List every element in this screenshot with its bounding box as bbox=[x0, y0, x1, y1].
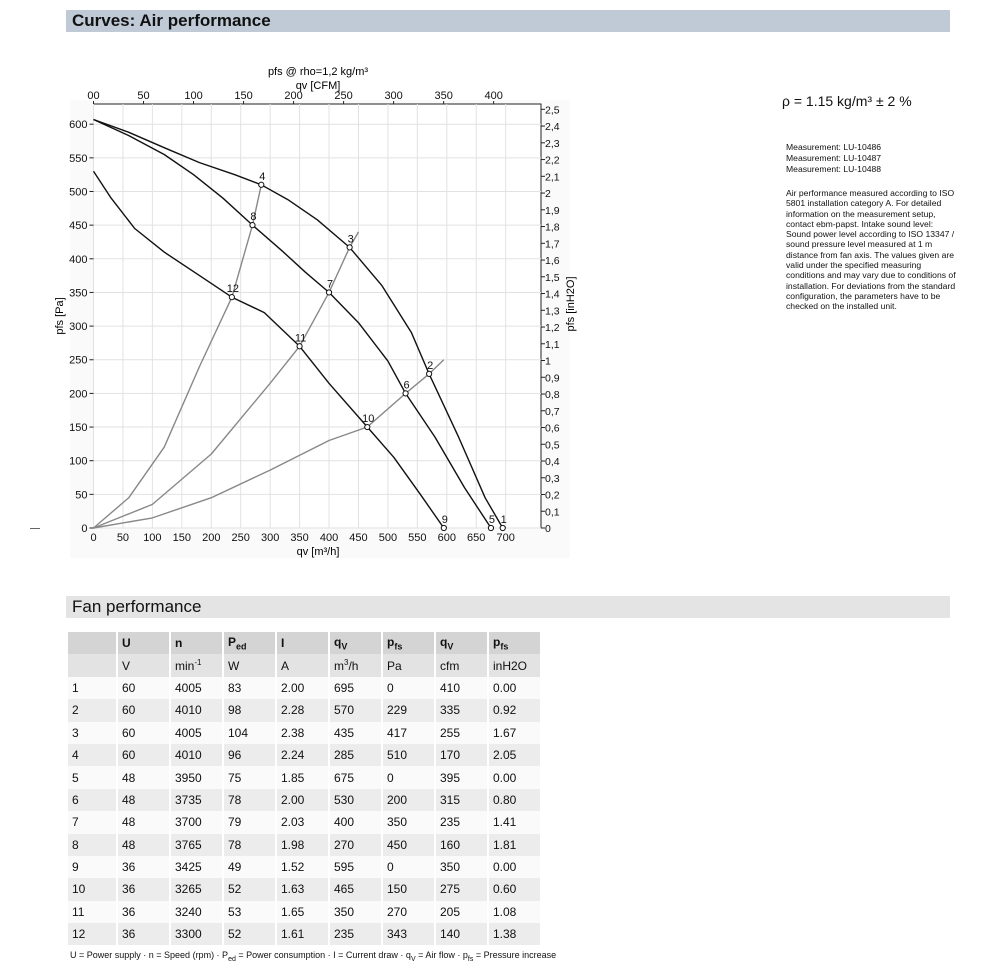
table-cell: 2.00 bbox=[277, 677, 328, 699]
table-cell: 11 bbox=[68, 901, 116, 923]
right-tick-label: 0,2 bbox=[545, 489, 560, 502]
top-tick-label: 350 bbox=[434, 90, 453, 102]
table-cell: 10 bbox=[68, 878, 116, 900]
table-cell: 78 bbox=[224, 834, 275, 856]
table-cell: 1.52 bbox=[277, 856, 328, 878]
table-cell: 104 bbox=[224, 722, 275, 744]
section-title: Curves: Air performance bbox=[72, 11, 271, 30]
table-cell: 435 bbox=[330, 722, 381, 744]
table-cell: 60 bbox=[118, 722, 169, 744]
table-cell: 1.41 bbox=[489, 811, 540, 833]
table-cell: 275 bbox=[436, 878, 487, 900]
operating-point bbox=[297, 344, 302, 349]
table-cell: 3425 bbox=[171, 856, 222, 878]
table-cell: 4010 bbox=[171, 744, 222, 766]
header-cell bbox=[68, 632, 116, 654]
point-label: 12 bbox=[226, 283, 239, 296]
y-tick-label: 350 bbox=[69, 287, 88, 300]
table-cell: 3735 bbox=[171, 789, 222, 811]
operating-point bbox=[441, 525, 446, 530]
table-cell: 400 bbox=[330, 811, 381, 833]
point-label: 2 bbox=[427, 359, 434, 372]
table-header-row bbox=[68, 632, 540, 654]
margin-mark bbox=[30, 528, 40, 529]
table-cell: 1.08 bbox=[489, 901, 540, 923]
header-cell: U bbox=[118, 632, 169, 654]
x-tick-label: 250 bbox=[231, 532, 250, 544]
table-cell: 1.81 bbox=[489, 834, 540, 856]
x-tick-label: 50 bbox=[116, 532, 130, 544]
right-tick-label: 0,8 bbox=[545, 389, 560, 402]
table-cell: 1.63 bbox=[277, 878, 328, 900]
header-cell: $p_{fs}$ bbox=[489, 632, 540, 654]
table-cell: 36 bbox=[118, 923, 169, 945]
table-cell: 48 bbox=[118, 766, 169, 788]
unit-cell: $\min^{-1}$ bbox=[171, 654, 222, 676]
top-tick-label: 00 bbox=[87, 90, 100, 102]
table-cell: 2.28 bbox=[277, 699, 328, 721]
table-cell: 2 bbox=[68, 699, 116, 721]
table-cell: 1.61 bbox=[277, 923, 328, 945]
header-cell: $q_V$ bbox=[436, 632, 487, 654]
right-axis-title: pfs [inH2O] bbox=[565, 276, 577, 332]
x-axis-title: qv [m³/h] bbox=[296, 546, 340, 558]
right-tick-label: 0,7 bbox=[545, 405, 560, 418]
table-row bbox=[68, 901, 540, 923]
y-tick-label: 250 bbox=[69, 354, 88, 367]
right-tick-label: 2,2 bbox=[545, 154, 560, 167]
table-cell: 343 bbox=[383, 923, 434, 945]
table-cell: 52 bbox=[224, 878, 275, 900]
header-cell: $p_{fs}$ bbox=[383, 632, 434, 654]
operating-point bbox=[229, 295, 234, 300]
right-tick-label: 0,1 bbox=[545, 506, 560, 519]
table-row bbox=[68, 766, 540, 788]
table-row bbox=[68, 923, 540, 945]
y-tick-label: 100 bbox=[69, 455, 88, 468]
table-cell: 1.38 bbox=[489, 923, 540, 945]
right-tick-label: 2,5 bbox=[545, 104, 560, 117]
point-label: 11 bbox=[294, 332, 307, 345]
table-cell: 675 bbox=[330, 766, 381, 788]
table-row bbox=[68, 834, 540, 856]
right-tick-label: 0,3 bbox=[545, 472, 560, 485]
table-cell: 60 bbox=[118, 677, 169, 699]
top-tick-label: 300 bbox=[384, 90, 403, 102]
table-cell: 3950 bbox=[171, 766, 222, 788]
table-cell: 1.67 bbox=[489, 722, 540, 744]
table-cell: 255 bbox=[436, 722, 487, 744]
point-label: 7 bbox=[326, 278, 334, 291]
point-label: 10 bbox=[362, 413, 375, 426]
table-cell: 350 bbox=[383, 811, 434, 833]
table-cell: 160 bbox=[436, 834, 487, 856]
header-cell: n bbox=[171, 632, 222, 654]
table-row bbox=[68, 811, 540, 833]
table-cell: 0.00 bbox=[489, 677, 540, 699]
table-cell: 695 bbox=[330, 677, 381, 699]
table-cell: 450 bbox=[383, 834, 434, 856]
top-tick-label: 100 bbox=[184, 90, 203, 102]
operating-point bbox=[365, 424, 370, 429]
right-tick-label: 2 bbox=[545, 188, 551, 201]
y-tick-label: 400 bbox=[69, 253, 88, 266]
right-tick-label: 1,7 bbox=[545, 238, 560, 251]
x-tick-label: 500 bbox=[378, 532, 398, 544]
top-tick-label: 400 bbox=[484, 90, 503, 102]
fan-performance-table bbox=[66, 632, 542, 945]
unit-cell: cfm bbox=[436, 654, 487, 676]
y-tick-label: 450 bbox=[69, 220, 88, 233]
x-tick-label: 100 bbox=[143, 532, 162, 544]
top-axis-title: qv [CFM] bbox=[295, 80, 341, 92]
point-label: 9 bbox=[441, 514, 448, 526]
y-tick-label: 0 bbox=[81, 523, 88, 535]
table-cell: 36 bbox=[118, 856, 169, 878]
table-cell: 2.03 bbox=[277, 811, 328, 833]
table-cell: 2.05 bbox=[489, 744, 540, 766]
table-cell: 7 bbox=[68, 811, 116, 833]
table-cell: 4010 bbox=[171, 699, 222, 721]
unit-cell bbox=[68, 654, 116, 676]
section-header-fan-performance bbox=[66, 596, 950, 618]
table-cell: 3240 bbox=[171, 901, 222, 923]
table-row bbox=[68, 878, 540, 900]
table-row bbox=[68, 699, 540, 721]
operating-point bbox=[403, 391, 408, 396]
unit-cell: V bbox=[118, 654, 169, 676]
table-cell: 270 bbox=[330, 834, 381, 856]
point-label: 8 bbox=[250, 211, 257, 224]
y-tick-label: 550 bbox=[69, 152, 88, 165]
table-row bbox=[68, 677, 540, 699]
table-cell: 1.98 bbox=[277, 834, 328, 856]
table-footnote: U = Power supply · n = Speed $(rpm) \cdot P_{ed}$ = Power consumption · I = Current draw · $q_V$ = Air flow · $p_{fs}$ = Pressure increase bbox=[70, 950, 557, 963]
operating-point bbox=[500, 525, 505, 530]
measurement-list bbox=[786, 142, 956, 176]
table-cell: 0 bbox=[383, 677, 434, 699]
right-tick-label: 0,9 bbox=[545, 372, 560, 385]
table-cell: 595 bbox=[330, 856, 381, 878]
table-cell: 2.24 bbox=[277, 744, 328, 766]
operating-point bbox=[427, 371, 432, 376]
y-tick-label: 50 bbox=[75, 489, 88, 502]
table-cell: 49 bbox=[224, 856, 275, 878]
right-tick-label: 1,2 bbox=[545, 322, 560, 335]
table-cell: 3265 bbox=[171, 878, 222, 900]
right-tick-label: 2,4 bbox=[545, 121, 560, 134]
header-cell: $q_V$ bbox=[330, 632, 381, 654]
table-cell: 530 bbox=[330, 789, 381, 811]
table-cell: 4005 bbox=[171, 722, 222, 744]
y-tick-label: 300 bbox=[69, 321, 88, 334]
unit-cell: $m^3/h$ bbox=[330, 654, 381, 676]
unit-cell: inH2O bbox=[489, 654, 540, 676]
density-note: ρ = 1.15 kg/m³ ± 2 % bbox=[782, 93, 912, 109]
right-tick-label: 1,6 bbox=[545, 255, 560, 268]
table-cell: 96 bbox=[224, 744, 275, 766]
table-cell: 235 bbox=[330, 923, 381, 945]
table-cell: 1.65 bbox=[277, 901, 328, 923]
point-label: 4 bbox=[259, 170, 266, 183]
measurement-item: Measurement: LU-10486 bbox=[786, 142, 882, 152]
table-cell: 285 bbox=[330, 744, 381, 766]
point-label: 1 bbox=[500, 514, 507, 526]
unit-cell: A bbox=[277, 654, 328, 676]
x-tick-label: 300 bbox=[260, 532, 280, 544]
table-cell: 83 bbox=[224, 677, 275, 699]
table-cell: 0.00 bbox=[489, 856, 540, 878]
x-tick-label: 450 bbox=[349, 532, 368, 544]
table-cell: 79 bbox=[224, 811, 275, 833]
unit-cell: W bbox=[224, 654, 275, 676]
x-tick-label: 150 bbox=[172, 532, 192, 544]
table-cell: 0.60 bbox=[489, 878, 540, 900]
table-cell: 335 bbox=[436, 699, 487, 721]
right-tick-label: 0,4 bbox=[545, 456, 560, 469]
table-cell: 52 bbox=[224, 923, 275, 945]
right-tick-label: 0 bbox=[545, 523, 551, 535]
table-cell: 2.38 bbox=[277, 722, 328, 744]
top-tick-label: 150 bbox=[234, 90, 253, 102]
x-tick-label: 600 bbox=[437, 532, 456, 544]
table-cell: 235 bbox=[436, 811, 487, 833]
unit-cell: Pa bbox=[383, 654, 434, 676]
table-cell: 3300 bbox=[171, 923, 222, 945]
measurement-item: Measurement: LU-10488 bbox=[786, 164, 882, 175]
right-tick-label: 1,8 bbox=[545, 221, 560, 234]
table-cell: 2.00 bbox=[277, 789, 328, 811]
y-tick-label: 150 bbox=[69, 422, 88, 435]
table-cell: 60 bbox=[118, 699, 169, 721]
right-tick-label: 1,9 bbox=[545, 204, 560, 217]
table-cell: 60 bbox=[118, 744, 169, 766]
table-cell: 3765 bbox=[171, 834, 222, 856]
table-cell: 5 bbox=[68, 766, 116, 788]
point-label: 3 bbox=[347, 233, 354, 246]
table-cell: 229 bbox=[383, 699, 434, 721]
table-cell: 12 bbox=[68, 923, 116, 945]
x-tick-label: 550 bbox=[408, 532, 427, 544]
y-tick-label: 500 bbox=[69, 186, 88, 199]
table-cell: 53 bbox=[224, 901, 275, 923]
table-row bbox=[68, 789, 540, 811]
table-cell: 350 bbox=[436, 856, 487, 878]
table-cell: 0.80 bbox=[489, 789, 540, 811]
table-cell: 0 bbox=[383, 766, 434, 788]
x-tick-label: 200 bbox=[202, 532, 221, 544]
right-tick-label: 2,3 bbox=[545, 137, 560, 150]
table-cell: 0.00 bbox=[489, 766, 540, 788]
table-cell: 0 bbox=[383, 856, 434, 878]
top-tick-label: 200 bbox=[284, 90, 303, 102]
table-row bbox=[68, 722, 540, 744]
operating-point bbox=[488, 525, 493, 530]
x-tick-label: 650 bbox=[467, 532, 486, 544]
table-cell: 78 bbox=[224, 789, 275, 811]
table-cell: 36 bbox=[118, 901, 169, 923]
x-tick-label: 0 bbox=[90, 532, 97, 544]
y-tick-label: 200 bbox=[69, 388, 88, 401]
table-cell: 200 bbox=[383, 789, 434, 811]
table-row bbox=[68, 856, 540, 878]
header-cell: I bbox=[277, 632, 328, 654]
table-cell: 150 bbox=[383, 878, 434, 900]
operating-point bbox=[259, 182, 264, 187]
table-cell: 1.85 bbox=[277, 766, 328, 788]
x-tick-label: 400 bbox=[319, 532, 339, 544]
table-cell: 98 bbox=[224, 699, 275, 721]
table-cell: 9 bbox=[68, 856, 116, 878]
top-tick-label: 50 bbox=[137, 90, 150, 102]
table-cell: 205 bbox=[436, 901, 487, 923]
section-title: Fan performance bbox=[72, 597, 202, 616]
table-cell: 417 bbox=[383, 722, 434, 744]
operating-point bbox=[347, 245, 352, 250]
right-tick-label: 2,1 bbox=[545, 171, 560, 184]
table-units-row bbox=[68, 654, 540, 676]
table-cell: 170 bbox=[436, 744, 487, 766]
right-tick-label: 1,5 bbox=[545, 271, 560, 284]
table-cell: 465 bbox=[330, 878, 381, 900]
right-tick-label: 1 bbox=[545, 355, 551, 368]
right-tick-label: 1,1 bbox=[545, 338, 560, 351]
measurement-description: Air performance measured according to ISO 5801 installation category A. For detailed information on the measurement setup, contact ebm-papst. Intake sound level: Sound power level according to ISO 13347 / sound pressure level measured at 1 m distance from fan axis. The values given are valid under the specified measuring conditions and may vary due to conditions of installation. For deviations from the standard configuration, the parameters have to be checked on the installed unit. bbox=[786, 188, 956, 312]
point-label: 6 bbox=[403, 379, 410, 392]
table-cell: 140 bbox=[436, 923, 487, 945]
operating-point bbox=[250, 223, 255, 228]
table-cell: 410 bbox=[436, 677, 487, 699]
table-cell: 36 bbox=[118, 878, 169, 900]
plot-frame bbox=[94, 104, 542, 528]
table-cell: 6 bbox=[68, 789, 116, 811]
x-tick-label: 700 bbox=[496, 532, 515, 544]
table-cell: 48 bbox=[118, 789, 169, 811]
table-cell: 510 bbox=[383, 744, 434, 766]
table-cell: 395 bbox=[436, 766, 487, 788]
table-cell: 315 bbox=[436, 789, 487, 811]
header-cell: $P_{ed}$ bbox=[224, 632, 275, 654]
table-cell: 48 bbox=[118, 834, 169, 856]
table-cell: 0.92 bbox=[489, 699, 540, 721]
point-label: 5 bbox=[488, 514, 496, 526]
table-cell: 270 bbox=[383, 901, 434, 923]
right-tick-label: 1,3 bbox=[545, 305, 560, 318]
y-tick-label: 600 bbox=[69, 119, 88, 132]
table-cell: 48 bbox=[118, 811, 169, 833]
right-tick-label: 1,4 bbox=[545, 288, 560, 301]
table-row bbox=[68, 744, 540, 766]
x-tick-label: 350 bbox=[290, 532, 309, 544]
y-axis-title: pfs [Pa] bbox=[54, 297, 66, 335]
chart-title: pfs @ rho=1,2 kg/m³ bbox=[267, 66, 369, 78]
table-cell: 3700 bbox=[171, 811, 222, 833]
table-cell: 570 bbox=[330, 699, 381, 721]
right-tick-label: 0,5 bbox=[545, 439, 560, 452]
table-cell: 4 bbox=[68, 744, 116, 766]
table-cell: 1 bbox=[68, 677, 116, 699]
table-cell: 75 bbox=[224, 766, 275, 788]
measurement-item: Measurement: LU-10487 bbox=[786, 153, 882, 164]
top-tick-label: 250 bbox=[334, 90, 353, 102]
table-cell: 3 bbox=[68, 722, 116, 744]
operating-point bbox=[326, 290, 331, 295]
right-tick-label: 0,6 bbox=[545, 422, 560, 435]
table-cell: 4005 bbox=[171, 677, 222, 699]
table-cell: 8 bbox=[68, 834, 116, 856]
table-cell: 350 bbox=[330, 901, 381, 923]
